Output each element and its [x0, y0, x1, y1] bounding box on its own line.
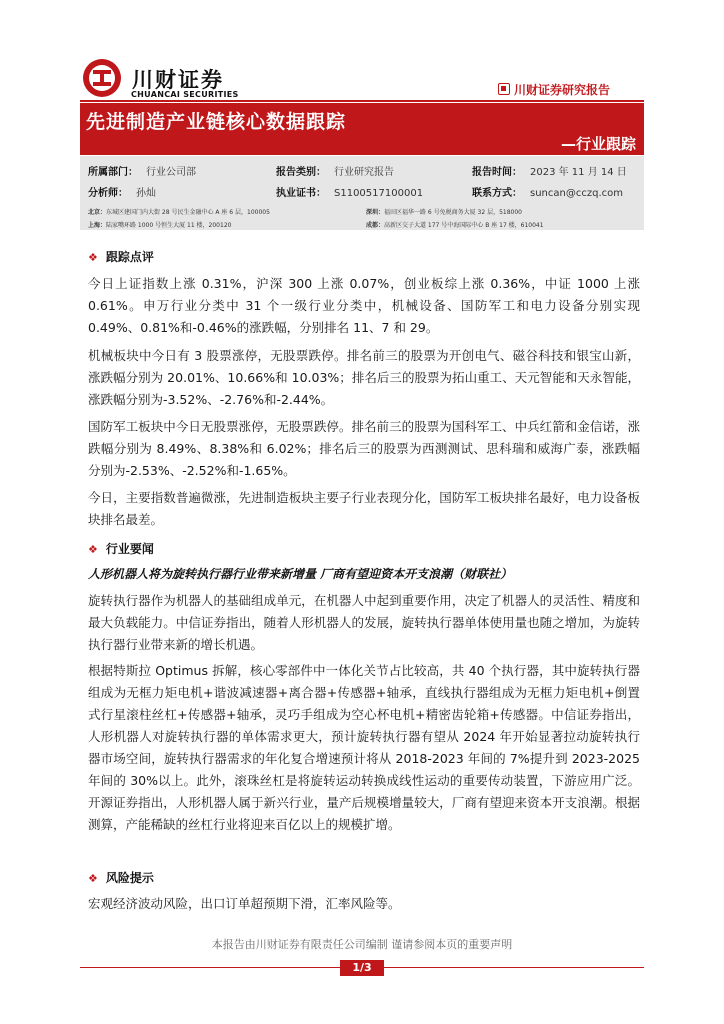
report-subtitle: —行业跟踪 [560, 135, 636, 153]
diamond-bullet-icon: ❖ [88, 251, 98, 264]
brand-square-icon [498, 83, 510, 95]
address-shanghai: 上海：陆家嘴环路 1000 号恒生大厦 11 楼，200120 [88, 222, 232, 229]
paragraph-risk: 宏观经济波动风险，出口订单超预期下滑，汇率风险等。 [88, 896, 401, 911]
diamond-bullet-icon: ❖ [88, 872, 98, 885]
paragraph-news-1: 旋转执行器作为机器人的基础组成单元，在机器人中起到重要作用，决定了机器人的灵活性、精度和最大负载能力。中信证券指出，随着人形机器人的发展，旋转执行器单体使用量也随之增加，为旋转执行器行业带来新的增长机遇。 [88, 593, 640, 652]
report-brand-label: 川财证券研究报告 [514, 83, 611, 97]
cert-field [276, 184, 423, 199]
type-label: 报告类别： [276, 167, 326, 178]
logo-text-en: CHUANCAI SECURITIES [131, 90, 239, 99]
section-heading-news [88, 540, 154, 557]
section-title: 行业要闻 [105, 542, 154, 556]
chuancai-logo-icon [82, 58, 122, 98]
cert-label: 执业证书： [276, 188, 326, 199]
header-divider [80, 100, 644, 102]
page-number: 1/3 [340, 960, 384, 976]
address-chengdu: 成都：高新区交子大道 177 号中海国际中心 B 座 17 楼，610041 [366, 222, 544, 229]
paragraph-machinery: 机械板块中今日有 3 股票涨停，无股票跌停。排名前三的股票为开创电气、磁谷科技和银宝山新，涨跌幅分别为 20.01%、10.66%和 10.03%；排名后三的股票为拓山重工、天元智能和天永智能，涨跌幅分别为-3.52%、-2.76%和-2.44%。 [88, 348, 640, 407]
address-beijing: 北京：东城区建国门内大街 28 号民生金融中心 A 座 6 层，100005 [88, 209, 270, 216]
analyst-label: 分析师： [88, 188, 128, 199]
report-info-block [80, 156, 644, 230]
dept-value: 行业公司部 [146, 167, 196, 178]
contact-email[interactable]: suncan@cczq.com [530, 188, 623, 199]
time-field [472, 163, 627, 178]
analyst-value: 孙灿 [136, 188, 156, 199]
type-value: 行业研究报告 [334, 167, 394, 178]
diamond-bullet-icon: ❖ [88, 543, 98, 556]
paragraph-defense: 国防军工板块中今日无股票涨停，无股票跌停。排名前三的股票为国科军工、中兵红箭和金信诺，涨跌幅分别为 8.49%、8.38%和 6.02%；排名后三的股票为西测测试、思科瑞和威海广泰，涨跌幅分别为-2.53%、-2.52%和-1.65%。 [88, 419, 640, 478]
footer-disclaimer: 本报告由川财证券有限责任公司编制 谨请参阅本页的重要声明 [211, 938, 513, 951]
section-heading-risk [88, 869, 154, 886]
news-headline: 人形机器人将为旋转执行器行业带来新增量 厂商有望迎资本开支浪潮（财联社） [88, 567, 513, 581]
report-brand [498, 80, 644, 100]
type-field [276, 163, 394, 178]
section-title: 风险提示 [105, 871, 154, 885]
cert-value: S1100517100001 [334, 188, 424, 199]
dept-label: 所属部门： [88, 167, 138, 178]
section-heading-tracking [88, 248, 154, 265]
paragraph-conclusion: 今日，主要指数普遍微涨，先进制造板块主要子行业表现分化，国防军工板块排名最好，电力设备板块排名最差。 [88, 490, 640, 527]
time-value: 2023 年 11 月 14 日 [530, 167, 627, 178]
contact-field [472, 184, 623, 199]
logo-text-cn: 川财证券 [132, 68, 224, 92]
contact-label: 联系方式： [472, 188, 522, 199]
dept-field [88, 163, 196, 178]
address-shenzhen: 深圳：福田区福华一路 6 号免税商务大厦 32 层，518000 [366, 209, 523, 216]
time-label: 报告时间： [472, 167, 522, 178]
analyst-field [88, 184, 156, 199]
report-title: 先进制造产业链核心数据跟踪 [86, 111, 347, 133]
paragraph-news-2: 根据特斯拉 Optimus 拆解，核心零部件中一体化关节占比较高，共 40 个执行器，其中旋转执行器组成为无框力矩电机+谐波减速器+离合器+传感器+轴承，直线执行器组成为无框力矩电机+倒置式行星滚柱丝杠+传感器+轴承，灵巧手组成为空心杯电机+精密齿轮箱+传感器。中信证券指出，人形机器人对旋转执行器的单体需求更大，预计旋转执行器有望从 2024 年开始显著拉动旋转执行器市场空间，旋转执行器需求的年化复合增速预计将从 2018-2023 年间的 7%提升到 2023-2025 年间的 30%以上。此外，滚珠丝杠是将旋转运动转换成线性运动的重要传动装置，下游应用广泛。开源证券指出，人形机器人属于新兴行业，量产后规模增量较大，厂商有望迎来资本开支浪潮。根据测算，产能稀缺的丝杠行业将迎来百亿以上的规模扩增。 [88, 663, 640, 832]
section-title: 跟踪点评 [105, 250, 154, 264]
paragraph-index-summary: 今日上证指数上涨 0.31%，沪深 300 上涨 0.07%，创业板综上涨 0.36%，中证 1000 上涨 0.61%。申万行业分类中 31 个一级行业分类中，机械设备、国防军工和电力设备分别实现 0.49%、0.81%和-0.46%的涨跌幅，分别排名 11、7 和 29。 [88, 276, 640, 335]
